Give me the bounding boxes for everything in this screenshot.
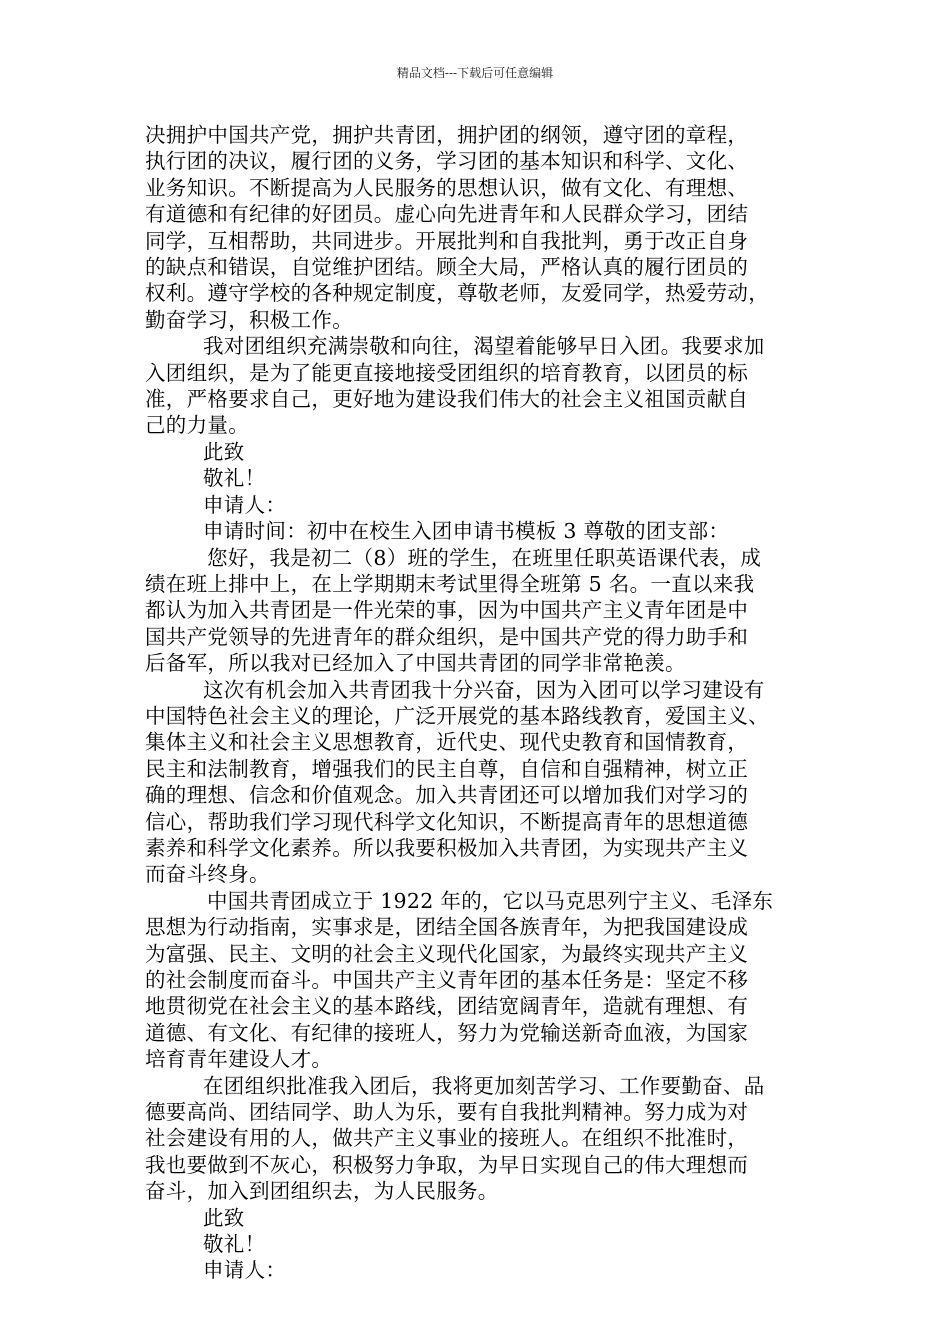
- text-line: 后备军，所以我对已经加入了中国共青团的同学非常艳羡。: [145, 651, 686, 676]
- text-line: 培育青年建设人才。: [145, 1047, 333, 1072]
- applicant-label: 申请人：: [203, 1258, 287, 1283]
- text-line: 奋斗，加入到团组织去，为人民服务。: [145, 1179, 499, 1204]
- text-line: 入团组织，是为了能更直接地接受团组织的培育教育，以团员的标: [145, 360, 749, 385]
- text-line: 在团组织批准我入团后，我将更加刻苦学习、工作要勤奋、品: [203, 1073, 765, 1098]
- paragraph-aspiration: [145, 333, 835, 439]
- text-line: 为富强、民主、文明的社会主义现代化国家，为最终实现共产主义: [145, 941, 749, 966]
- text-line: 权利。遵守学校的各种规定制度，尊敬老师，友爱同学，热爱劳动，: [145, 281, 769, 306]
- text-line: 勤奋学习，积极工作。: [145, 307, 353, 332]
- text-line: 己的力量。: [145, 413, 249, 438]
- document-body: [145, 122, 835, 1284]
- page-header: 精品文档---下载后可任意编辑: [396, 66, 554, 80]
- text-line: 德要高尚、团结同学、助人为乐，要有自我批判精神。努力成为对: [145, 1100, 749, 1125]
- text-line: 集体主义和社会主义思想教育，近代史、现代史教育和国情教育，: [145, 730, 749, 755]
- salutation-cizhi: 此致: [203, 439, 245, 464]
- text-line: 信心，帮助我们学习现代科学文化知识，不断提高青年的思想道德: [145, 809, 749, 834]
- text-line: 绩在班上排中上，在上学期期末考试里得全班第 5 名。一直以来我: [145, 571, 755, 596]
- text-line: 业务知识。不断提高为人民服务的思想认识，做有文化、有理想、: [145, 175, 749, 200]
- paragraph-opportunity: [145, 677, 835, 888]
- text-line: 的缺点和错误，自觉维护团结。顾全大局，严格认真的履行团员的: [145, 255, 749, 280]
- text-line: 同学，互相帮助，共同进步。开展批判和自我批判，勇于改正自身: [145, 228, 749, 253]
- salutation-jingli: 敬礼！: [203, 1232, 266, 1257]
- text-line: 的社会制度而奋斗。中国共产主义青年团的基本任务是：坚定不移: [145, 968, 749, 992]
- paragraph-commitment: [145, 1073, 835, 1205]
- text-line: 中国共青团成立于 1922 年的，它以马克思列宁主义、毛泽东: [207, 888, 774, 913]
- text-line: 我也要做到不灰心，积极努力争取，为早日实现自己的伟大理想而: [145, 1152, 749, 1177]
- text-line: 而奋斗终身。: [145, 862, 270, 887]
- text-line: 您好，我是初二（8）班的学生，在班里任职英语课代表，成: [207, 545, 762, 570]
- paragraph-self-intro: [145, 545, 835, 677]
- applicant-label: 申请人：: [203, 492, 287, 517]
- text-line: 有道德和有纪律的好团员。虚心向先进青年和人民群众学习，团结: [145, 202, 749, 227]
- text-line: 国共产党领导的先进青年的群众组织，是中国共产党的得力助手和: [145, 624, 749, 649]
- paragraph-duties: [145, 122, 835, 333]
- text-line: 我对团组织充满崇敬和向往，渴望着能够早日入团。我要求加: [203, 334, 765, 359]
- closing-block-1: [145, 439, 835, 545]
- text-line: 都认为加入共青团是一件光荣的事，因为中国共产主义青年团是中: [145, 598, 749, 623]
- text-line: 道德、有文化、有纪律的接班人，努力为党输送新奇血液，为国家: [145, 1020, 749, 1045]
- salutation-cizhi: 此致: [203, 1205, 245, 1230]
- text-line: 决拥护中国共产党，拥护共青团，拥护团的纲领，遵守团的章程，: [145, 123, 749, 147]
- closing-block-2: [145, 1205, 835, 1284]
- text-line: 中国特色社会主义的理论，广泛开展党的基本路线教育，爱国主义、: [145, 703, 769, 728]
- application-date-line: 申请时间：初中在校生入团申请书模板 3 尊敬的团支部：: [203, 519, 730, 544]
- text-line: 这次有机会加入共青团我十分兴奋，因为入团可以学习建设有: [203, 677, 765, 702]
- text-line: 民主和法制教育，增强我们的民主自尊，自信和自强精神，树立正: [145, 756, 749, 781]
- text-line: 素养和科学文化素养。所以我要积极加入共青团，为实现共产主义: [145, 835, 749, 860]
- text-line: 社会建设有用的人，做共产主义事业的接班人。在组织不批准时，: [145, 1126, 749, 1151]
- text-line: 思想为行动指南，实事求是，团结全国各族青年，为把我国建设成: [145, 915, 749, 940]
- text-line: 准，严格要求自己，更好地为建设我们伟大的社会主义祖国贡献自: [145, 387, 749, 412]
- text-line: 确的理想、信念和价值观念。加入共青团还可以增加我们对学习的: [145, 783, 749, 808]
- text-line: 地贯彻党在社会主义的基本路线，团结宽阔青年，造就有理想、有: [145, 994, 749, 1019]
- salutation-jingli: 敬礼！: [203, 466, 266, 491]
- text-line: 执行团的决议，履行团的义务，学习团的基本知识和科学、文化、: [145, 149, 749, 174]
- paragraph-league-history: [145, 888, 835, 1073]
